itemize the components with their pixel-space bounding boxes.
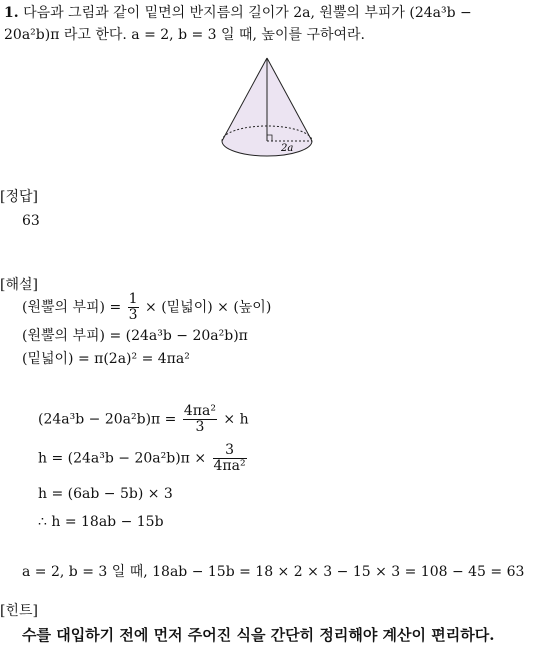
solution-header: [해설] [0, 277, 38, 293]
fraction-one-third: $\frac{1}{3}$ [128, 291, 138, 323]
solution-step-2: h = (24a³b − 20a²b)π × $\frac{3}{\text{4πa²}}$ [38, 442, 246, 474]
hint-header: [힌트] [0, 603, 38, 619]
answer-value: 63 [22, 213, 40, 229]
problem-line-2: 20a²b)π 라고 한다. a = 2, b = 3 일 때, 높이를 구하여라. [4, 27, 365, 43]
solution-line-3: (밑넓이) = π(2a)² = 4πa² [22, 351, 190, 367]
radius-label: 2a [281, 143, 294, 154]
solution-step-3: h = (6ab − 5b) × 3 [38, 486, 173, 502]
hint-text: 수를 대입하기 전에 먼저 주어진 식을 간단히 정리해야 계산이 편리하다. [22, 626, 495, 644]
problem-line-1: 다음과 그림과 같이 밑면의 반지름의 길이가 2a, 원뿔의 부피가 (24a³b − [23, 5, 472, 21]
solution-step-4: ∴ h = 18ab − 15b [38, 514, 164, 530]
fraction-three-over-base: $\frac{3}{\text{4πa²}}$ [213, 442, 246, 474]
problem-number: 1. [4, 5, 19, 21]
fraction-base-area-third: $\frac{\text{4πa²}}{3}$ [183, 403, 216, 435]
solution-final: a = 2, b = 3 일 때, 18ab − 15b = 18 × 2 × 3 − 15 × 3 = 108 − 45 = 63 [22, 564, 525, 580]
cone-figure [215, 55, 320, 161]
solution-line-1: (원뿔의 부피) = $\frac{1}{3}$ × (밑넓이) × (높이) [22, 291, 272, 323]
problem-text [4, 2, 529, 46]
solution-step-1: (24a³b − 20a²b)π = $\frac{\text{4πa²}}{3}$ × h [38, 403, 249, 435]
answer-header: [정답] [0, 189, 38, 205]
solution-line-2: (원뿔의 부피) = (24a³b − 20a²b)π [22, 328, 248, 344]
